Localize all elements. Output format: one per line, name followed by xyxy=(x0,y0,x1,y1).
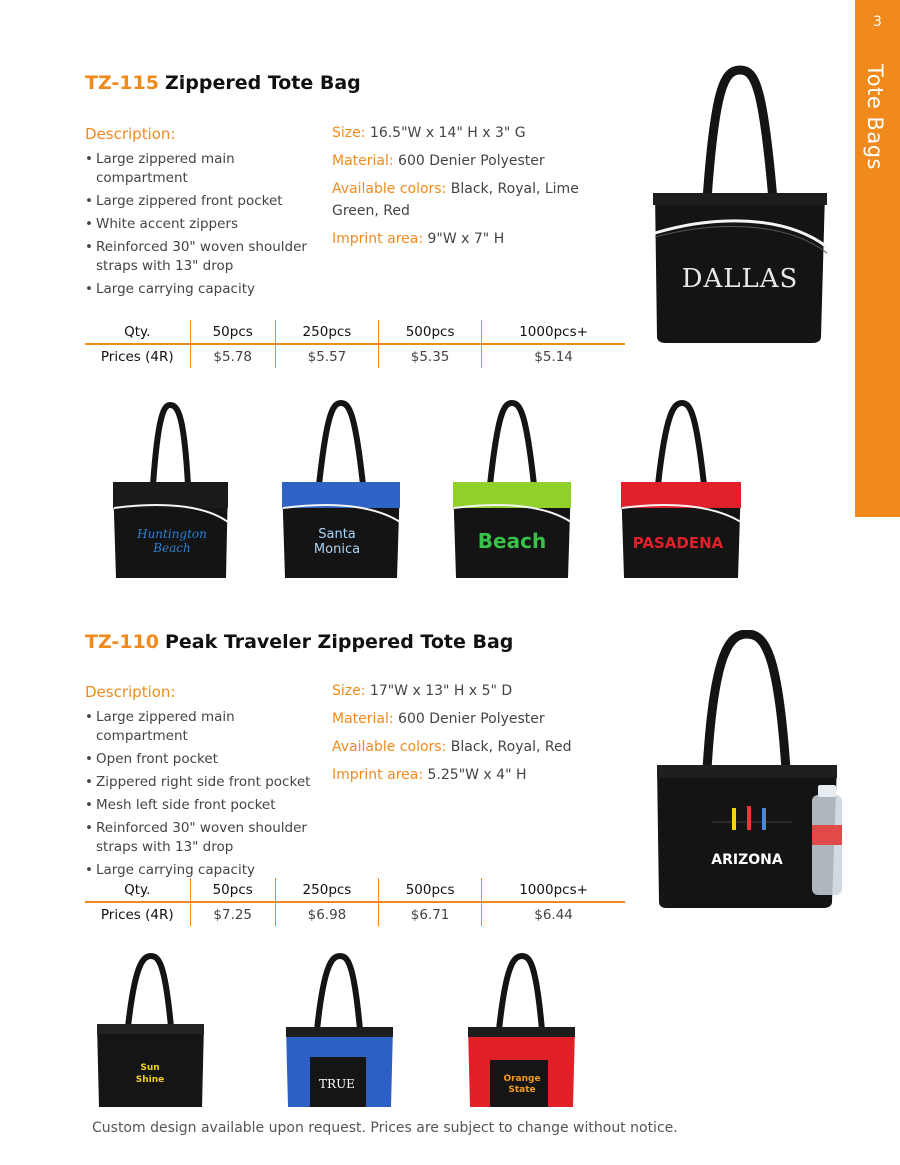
description-block xyxy=(85,125,325,303)
qty-cell: 500pcs xyxy=(379,878,482,902)
svg-text:TRUE: TRUE xyxy=(319,1077,355,1091)
feature-list xyxy=(85,150,325,299)
price-cell: $6.71 xyxy=(379,902,482,926)
main-imprint: DALLAS xyxy=(681,264,799,294)
variant-image xyxy=(93,952,208,1112)
qty-cell: 250pcs xyxy=(275,878,378,902)
spec-imprint-area: Imprint area: 9"W x 7" H xyxy=(332,231,505,247)
price-label: Prices (4R) xyxy=(85,344,190,368)
feature-item: • Large carrying capacity xyxy=(85,861,325,880)
price-table xyxy=(85,878,625,926)
svg-text:State: State xyxy=(508,1085,536,1095)
feature-item: • Large zippered main compartment xyxy=(85,708,325,746)
feature-item: • Mesh left side front pocket xyxy=(85,796,325,815)
product-name: Zippered Tote Bag xyxy=(164,72,361,94)
main-product-image xyxy=(652,630,847,912)
price-cell: $6.44 xyxy=(534,906,573,923)
qty-row xyxy=(85,878,625,902)
svg-text:Orange: Orange xyxy=(503,1074,541,1084)
price-cell: $5.57 xyxy=(275,344,378,368)
section-tab xyxy=(855,0,900,517)
price-table xyxy=(85,320,625,368)
product-title xyxy=(85,72,361,94)
svg-text:Shine: Shine xyxy=(135,1075,165,1085)
price-row xyxy=(85,344,625,368)
feature-item: • Large zippered main compartment xyxy=(85,150,325,188)
description-label: Description: xyxy=(85,125,176,143)
variant-image xyxy=(108,400,233,585)
spec-material: Material: 600 Denier Polyester xyxy=(332,153,545,169)
spec-imprint-area: Imprint area: 5.25"W x 4" H xyxy=(332,767,527,783)
spec-colors: Available colors: Black, Royal, Red xyxy=(332,739,572,755)
price-cell: $5.14 xyxy=(534,348,573,365)
feature-item: • Large carrying capacity xyxy=(85,280,325,299)
spec-block xyxy=(332,122,592,256)
qty-cell: 500pcs xyxy=(379,320,482,344)
variant-image xyxy=(282,952,397,1112)
main-product-image xyxy=(645,65,835,345)
price-label: Prices (4R) xyxy=(85,902,190,926)
svg-text:Sun: Sun xyxy=(140,1063,160,1073)
qty-cell: 250pcs xyxy=(275,320,378,344)
page-number: 3 xyxy=(873,14,882,30)
product-code: TZ-110 xyxy=(85,631,159,653)
qty-cell: 50pcs xyxy=(190,878,275,902)
description-label: Description: xyxy=(85,683,176,701)
spec-colors: Available colors: Black, Royal, Lime Green, Red xyxy=(332,181,579,219)
price-row xyxy=(85,902,625,926)
feature-item: • Reinforced 30" woven shoulder straps with 13" drop xyxy=(85,238,325,276)
svg-text:Santa: Santa xyxy=(318,527,356,542)
feature-item: • Zippered right side front pocket xyxy=(85,773,325,792)
product-title xyxy=(85,631,513,653)
svg-text:Monica: Monica xyxy=(313,542,361,557)
variant-image xyxy=(616,400,746,585)
price-cell: $5.35 xyxy=(379,344,482,368)
variant-image xyxy=(448,400,576,585)
price-cell: $5.78 xyxy=(190,344,275,368)
qty-row xyxy=(85,320,625,344)
variant-image xyxy=(277,400,405,585)
variant-accent-panel xyxy=(113,482,228,508)
spec-material: Material: 600 Denier Polyester xyxy=(332,711,545,727)
svg-text:Beach: Beach xyxy=(153,541,191,555)
section-label: Tote Bags xyxy=(863,64,887,170)
feature-list xyxy=(85,708,325,880)
svg-text:Huntington: Huntington xyxy=(137,527,207,541)
main-imprint: ARIZONA xyxy=(711,852,783,868)
qty-label: Qty. xyxy=(85,878,190,902)
qty-cell: 50pcs xyxy=(190,320,275,344)
spec-size: Size: 16.5"W x 14" H x 3" G xyxy=(332,125,526,141)
product-name: Peak Traveler Zippered Tote Bag xyxy=(164,631,514,653)
svg-text:Beach: Beach xyxy=(477,529,547,553)
price-cell: $6.98 xyxy=(275,902,378,926)
svg-text:PASADENA: PASADENA xyxy=(632,534,724,552)
spec-block xyxy=(332,680,592,792)
price-cell: $7.25 xyxy=(190,902,275,926)
feature-item: • Large zippered front pocket xyxy=(85,192,325,211)
feature-item: • White accent zippers xyxy=(85,215,325,234)
spec-size: Size: 17"W x 13" H x 5" D xyxy=(332,683,513,699)
product-code: TZ-115 xyxy=(85,72,159,94)
description-block xyxy=(85,683,325,884)
qty-cell: 1000pcs+ xyxy=(482,320,625,344)
variant-image xyxy=(464,952,579,1112)
qty-cell: 1000pcs+ xyxy=(482,878,625,902)
qty-label: Qty. xyxy=(85,320,190,344)
feature-item: • Reinforced 30" woven shoulder straps with 13" drop xyxy=(85,819,325,857)
feature-item: • Open front pocket xyxy=(85,750,325,769)
footer-note: Custom design available upon request. Prices are subject to change without notice. xyxy=(92,1120,678,1136)
